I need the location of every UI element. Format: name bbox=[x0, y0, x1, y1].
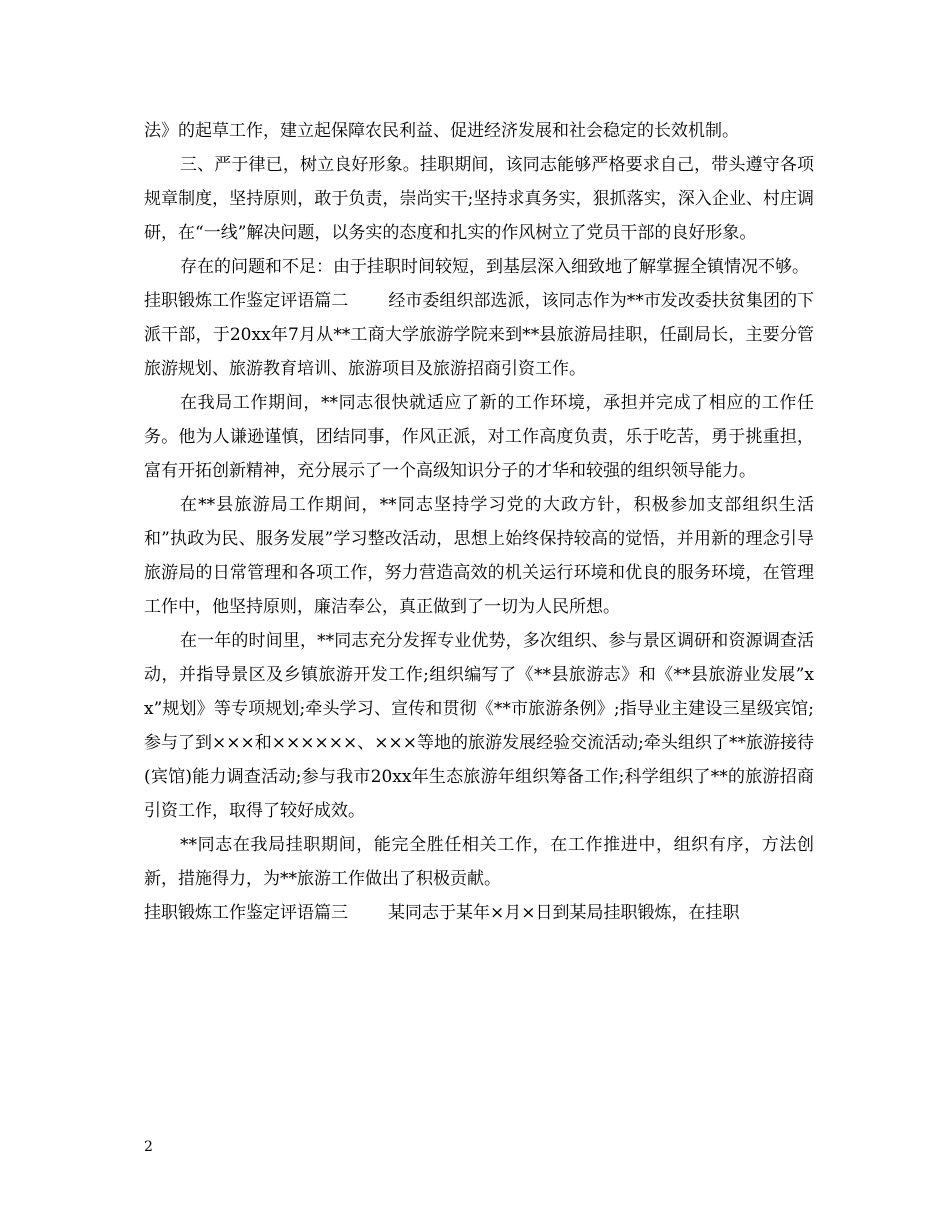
section-3-lead: 某同志于某年×月×日到某局挂职锻炼，在挂职 bbox=[388, 903, 740, 923]
paragraph-1: 法》的起草工作，建立起保障农民利益、促进经济发展和社会稳定的长效机制。 bbox=[144, 121, 739, 141]
section-2-start bbox=[144, 284, 814, 386]
section-2-paragraph-1: 在我局工作期间，**同志很快就适应了新的工作环境，承担并完成了相应的工作任务。他为人谦逊谨慎，团结同事，作风正派，对工作高度负责，乐于吃苦，勇于挑重担，富有开拓创新精神，充分展示了一个高级知识分子的才华和较强的组织领导能力。 bbox=[144, 393, 814, 481]
section-3-heading: 挂职锻炼工作鉴定评语篇三 bbox=[144, 903, 348, 923]
section-3-start bbox=[144, 896, 814, 930]
section-2-paragraph-3: 在一年的时间里，**同志充分发挥专业优势，多次组织、参与景区调研和资源调查活动，并指导景区及乡镇旅游开发工作;组织编写了《**县旅游志》和《**县旅游业发展”xx”规划》等专项规划;牵头学习、宣传和贯彻《**市旅游条例》;指导业主建设三星级宾馆;参与了到×××和××××××、×××等地的旅游发展经验交流活动;牵头组织了**旅游接待(宾馆)能力调查活动;参与我市20xx年生态旅游年组织筹备工作;科学组织了**的旅游招商引资工作，取得了较好成效。 bbox=[144, 631, 814, 821]
section-2-paragraph-2: 在**县旅游局工作期间，**同志坚持学习党的大政方针，积极参加支部组织生活和”执政为民、服务发展”学习整改活动，思想上始终保持较高的觉悟，并用新的理念引导旅游局的日常管理和各项工作，努力营造高效的机关运行环境和优良的服务环境，在管理工作中，他坚持原则，廉洁奉公，真正做到了一切为人民所想。 bbox=[144, 495, 814, 617]
paragraph-2: 三、严于律已，树立良好形象。挂职期间，该同志能够严格要求自己，带头遵守各项规章制度，坚持原则，敢于负责，崇尚实干;坚持求真务实，狠抓落实，深入企业、村庄调研，在“一线”解决问题，以务实的态度和扎实的作风树立了党员干部的良好形象。 bbox=[144, 155, 814, 243]
paragraph-3: 存在的问题和不足：由于挂职时间较短，到基层深入细致地了解掌握全镇情况不够。 bbox=[180, 257, 809, 277]
section-2-heading: 挂职锻炼工作鉴定评语篇二 bbox=[144, 291, 349, 311]
document-body bbox=[144, 114, 814, 930]
section-2-paragraph-4: **同志在我局挂职期间，能完全胜任相关工作，在工作推进中，组织有序，方法创新，措施得力，为**旅游工作做出了积极贡献。 bbox=[144, 835, 814, 889]
page-number: 2 bbox=[144, 1139, 153, 1155]
section-2-lead: 经市委组织部选派，该同志作为**市发改委扶贫集团的下派干部，于20xx年7月从**工商大学旅游学院来到**县旅游局挂职，任副局长，主要分管旅游规划、旅游教育培训、旅游项目及旅游招商引资工作。 bbox=[144, 291, 815, 379]
